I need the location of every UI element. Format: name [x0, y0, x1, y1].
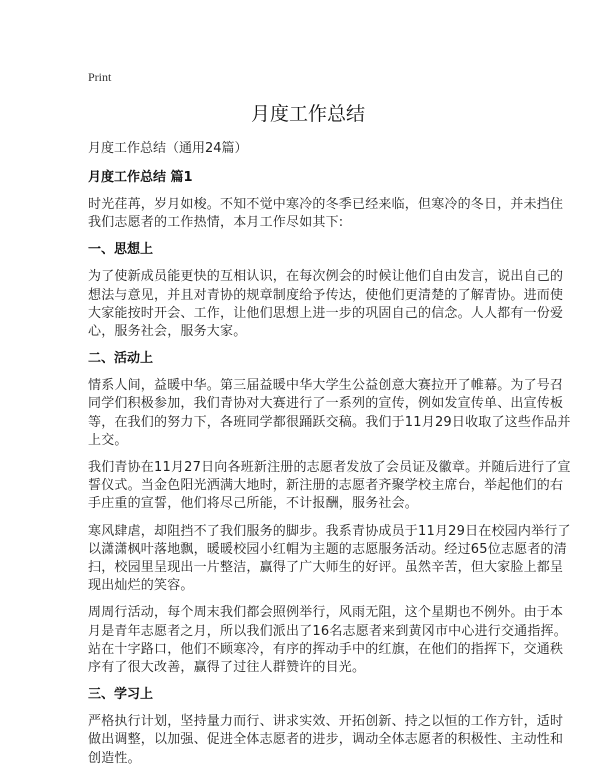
paragraph-line: 心，服务社会，服务大家。 — [88, 324, 247, 340]
document-subtitle: 月度工作总结（通用24篇） — [88, 141, 248, 156]
paragraph — [88, 377, 571, 450]
paragraph-line: 寒风肆虐，却阻挡不了我们服务的脚步。我系青协成员于11月29日在校园内举行了 — [88, 523, 571, 539]
article-body — [88, 196, 571, 768]
paragraph-line: 上交。 — [88, 432, 128, 448]
paragraph-line: 扫，校园里呈现出一片整洁，赢得了广大师生的好评。虽然辛苦，但大家脸上都呈 — [88, 560, 564, 576]
paragraph-line: 时光荏苒，岁月如梭。不知不觉中寒冷的冬季已经来临，但寒冷的冬日，并未挡住 — [88, 197, 564, 212]
document-page — [88, 70, 571, 777]
paragraph-line: 严格执行计划，坚持量力而行、讲求实效、开拓创新、持之以恒的工作方针，适时 — [88, 714, 564, 730]
paragraph-line: 站在十字路口，他们不顾寒冷，有序的挥动手中的红旗，在他们的指挥下，交通秩 — [88, 641, 564, 657]
print-link[interactable]: Print — [88, 70, 112, 84]
paragraph-line: 情系人间，益暖中华。第三届益暖中华大学生公益创意大赛拉开了帷幕。为了号召 — [88, 378, 564, 394]
paragraph-line: 为了使新成员能更快的互相认识，在每次例会的时候让他们自由发言，说出自己的 — [88, 269, 564, 285]
section-heading: 一、思想上 — [88, 242, 154, 258]
paragraph-line: 手庄重的宣誓，他们将尽己所能，不计报酬，服务社会。 — [88, 496, 419, 512]
article-heading: 月度工作总结 篇1 — [88, 170, 193, 185]
paragraph-line: 我们志愿者的工作热情，本月工作尽如其下: — [88, 215, 344, 231]
paragraph-line: 想法与意见，并且对青协的规章制度给予传达，使他们更清楚的了解青协。进而使 — [88, 287, 564, 303]
paragraph — [88, 604, 567, 677]
paragraph-line: 誓仪式。当金色阳光洒满大地时，新注册的志愿者齐聚学校主席台，举起他们的右 — [88, 478, 564, 494]
paragraph — [88, 268, 564, 341]
section-heading: 三、学习上 — [88, 687, 154, 703]
paragraph-line: 同学们积极参加，我们青协对大赛进行了一系列的宣传，例如发宣传单、出宣传板 — [88, 396, 564, 412]
paragraph-line: 月是青年志愿者之月，所以我们派出了16名志愿者来到黄冈市中心进行交通指挥。 — [88, 623, 567, 639]
paragraph-line: 现出灿烂的笑容。 — [88, 578, 194, 594]
paragraph — [88, 196, 564, 232]
paragraph — [88, 713, 564, 768]
paragraph — [88, 523, 571, 596]
paragraph-line: 周周行活动，每个周末我们都会照例举行，风雨无阻，这个星期也不例外。由于本 — [88, 605, 564, 621]
paragraph-line: 我们青协在11月27日向各班新注册的志愿者发放了会员证及徽章。并随后进行了宣 — [88, 460, 571, 476]
paragraph-line: 创造性。 — [88, 750, 141, 766]
page-title: 月度工作总结 — [250, 103, 365, 125]
paragraph-line: 大家能按时开会、工作，让他们思想上进一步的巩固自己的信念。人人都有一份爱 — [88, 305, 564, 321]
paragraph-line: 做出调整，以加强、促进全体志愿者的进步，调动全体志愿者的积极性、主动性和 — [88, 732, 564, 748]
paragraph — [88, 459, 571, 514]
paragraph-line: 等，在我们的努力下，各班同学都很踊跃交稿。我们于11月29日收取了这些作品并 — [88, 414, 571, 430]
paragraph-line: 序有了很大改善，赢得了过往人群赞许的目光。 — [88, 660, 366, 676]
paragraph-line: 以潇潇枫叶落地飘，暖暖校园小红帽为主题的志愿服务活动。经过65位志愿者的清 — [88, 541, 567, 557]
section-heading: 二、活动上 — [88, 351, 154, 367]
